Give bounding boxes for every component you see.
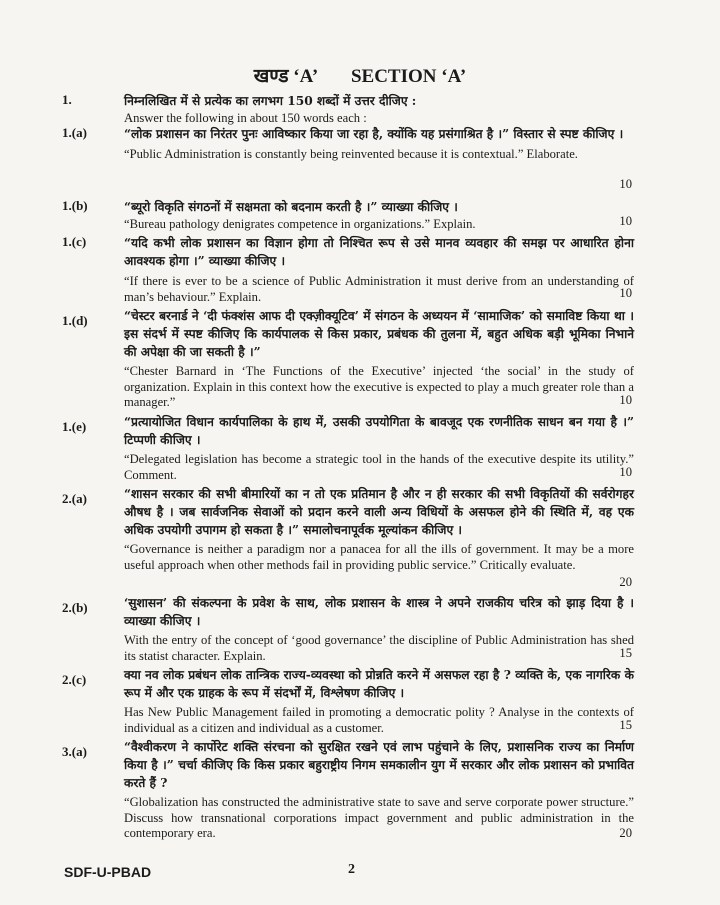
question-number: 1.(e) [62,419,87,434]
question-text-hindi: “यदि कभी लोक प्रशासन का विज्ञान होगा तो निश्चित रूप से उसे मानव व्यवहार की समझ पर आधारित होना आवश्यक होगा ।” व्याख्या कीजिए । [124,236,634,268]
question-text-hindi: “लोक प्रशासन का निरंतर पुनः आविष्कार किया जा रहा है, क्योंकि यह प्रसंगाश्रित है ।” विस्तार से स्पष्ट कीजिए । [124,127,624,141]
question-text-english: “Governance is neither a paradigm nor a panacea for all the ills of government. It may be a more useful approach when other methods fail in providing public service.” Critically evaluate. [124,542,634,572]
section-heading-hindi: खण्ड ‘A’ [253,66,319,87]
question-text-hindi: “शासन सरकार की सभी बीमारियों का न तो एक प्रतिमान है और न ही सरकार की सभी विकृतियों की सर्वरोगहर औषध है । जब सार्वजनिक सेवाओं को प्रदान करने वाली अन्य विधियों के असफल होने की स्थिति में, वह एक अधिक उपयोगी उपागम हो सकता है ।” समालोचनापूर्वक मूल्यांकन कीजिए । [124,487,634,537]
question-text-english: With the entry of the concept of ‘good governance’ the discipline of Public Administration has shed its statist character. Explain. [124,633,634,663]
question-number: 1.(a) [62,125,87,140]
section-heading-english: SECTION ‘A’ [350,66,467,87]
question-number: 2.(b) [62,600,88,615]
marks: 15 [619,718,632,732]
marks: 10 [619,286,632,300]
question-text-hindi: निम्नलिखित में से प्रत्येक का लगभग 150 शब्दों में उत्तर दीजिए : [124,94,417,108]
marks: 20 [619,826,632,840]
marks: 10 [619,465,632,479]
question-number: 2.(a) [62,491,87,506]
question-text-hindi: “वैश्वीकरण ने कार्पोरेट शक्ति संरचना को सुरक्षित रखने एवं लाभ पहुंचाने के लिए, प्रशासनिक राज्य का निर्माण किया है ।” चर्चा कीजिए कि किस प्रकार बहुराष्ट्रीय निगम समकालीन युग में सरकार और लोक प्रशासन को प्रभावित करते हैं ? [124,740,634,790]
marks: 10 [619,393,632,407]
page-number: 2 [348,862,355,877]
question-text-english: “Public Administration is constantly being reinvented because it is contextual.” Elaborate. [124,147,578,161]
marks: 10 [619,214,632,228]
question-number: 2.(c) [62,672,87,687]
marks: 10 [619,177,632,191]
question-text-english: “Delegated legislation has become a strategic tool in the hands of the executive despite its utility.” Comment. [124,452,634,482]
question-text-english: Answer the following in about 150 words each : [124,111,367,125]
question-number: 1.(c) [62,234,87,249]
question-number: 1.(d) [62,313,88,328]
marks: 15 [619,646,632,660]
question-text-hindi: “ब्यूरो विकृति संगठनों में सक्षमता को बदनाम करती है ।” व्याख्या कीजिए । [124,200,458,214]
section-heading [0,62,720,88]
question-text-hindi: “चेस्टर बरनार्ड ने ‘दी फंक्शंस आफ दी एक्ज़ीक्यूटिव’ में संगठन के अध्ययन में ‘सामाजिक’ को समाविष्ट किया था । इस संदर्भ में स्पष्ट कीजिए कि कार्यपालक से किस प्रकार, प्रबंधक की तुलना में, बहुत अधिक बड़ी भूमिका निभाने की अपेक्षा की जा सकती है ।” [124,309,634,359]
paper-code: SDF-U-PBAD [64,864,152,880]
question-number: 1.(b) [62,198,88,213]
question-text-english: “If there is ever to be a science of Public Administration it must derive from an understanding of man’s behaviour.” Explain. [124,274,634,304]
question-text-hindi: ‘सुशासन’ की संकल्पना के प्रवेश के साथ, लोक प्रशासन के शास्त्र ने अपने राजकीय चरित्र को झाड़ दिया है । व्याख्या कीजिए । [124,596,634,628]
question-text-hindi: “प्रत्यायोजित विधान कार्यपालिका के हाथ में, उसकी उपयोगिता के बावजूद एक रणनीतिक साधन बन गया है ।” टिप्पणी कीजिए । [124,415,634,447]
marks: 20 [619,575,632,589]
question-text-english: “Bureau pathology denigrates competence in organizations.” Explain. [124,217,476,231]
question-text-english: “Chester Barnard in ‘The Functions of the Executive’ injected ‘the social’ in the study of organization. Explain in this context how the executive is expected to play a much greater role than a manager.” [124,364,634,409]
question-number: 1. [62,92,72,107]
question-text-hindi: क्या नव लोक प्रबंधन लोक तान्त्रिक राज्य-व्यवस्था को प्रोन्नति करने में असफल रहा है ? व्यक्ति के, एक नागरिक के रूप में और एक ग्राहक के रूप में संदर्भों में, विश्लेषण कीजिए । [124,668,634,700]
question-text-english: Has New Public Management failed in promoting a democratic polity ? Analyse in the contexts of individual as a citizen and individual as a customer. [124,705,634,735]
question-text-english: “Globalization has constructed the administrative state to save and serve corporate power structure.” Discuss how transnational corporations impact government and public administration in the contemporary era. [124,795,634,840]
question-number: 3.(a) [62,744,87,759]
